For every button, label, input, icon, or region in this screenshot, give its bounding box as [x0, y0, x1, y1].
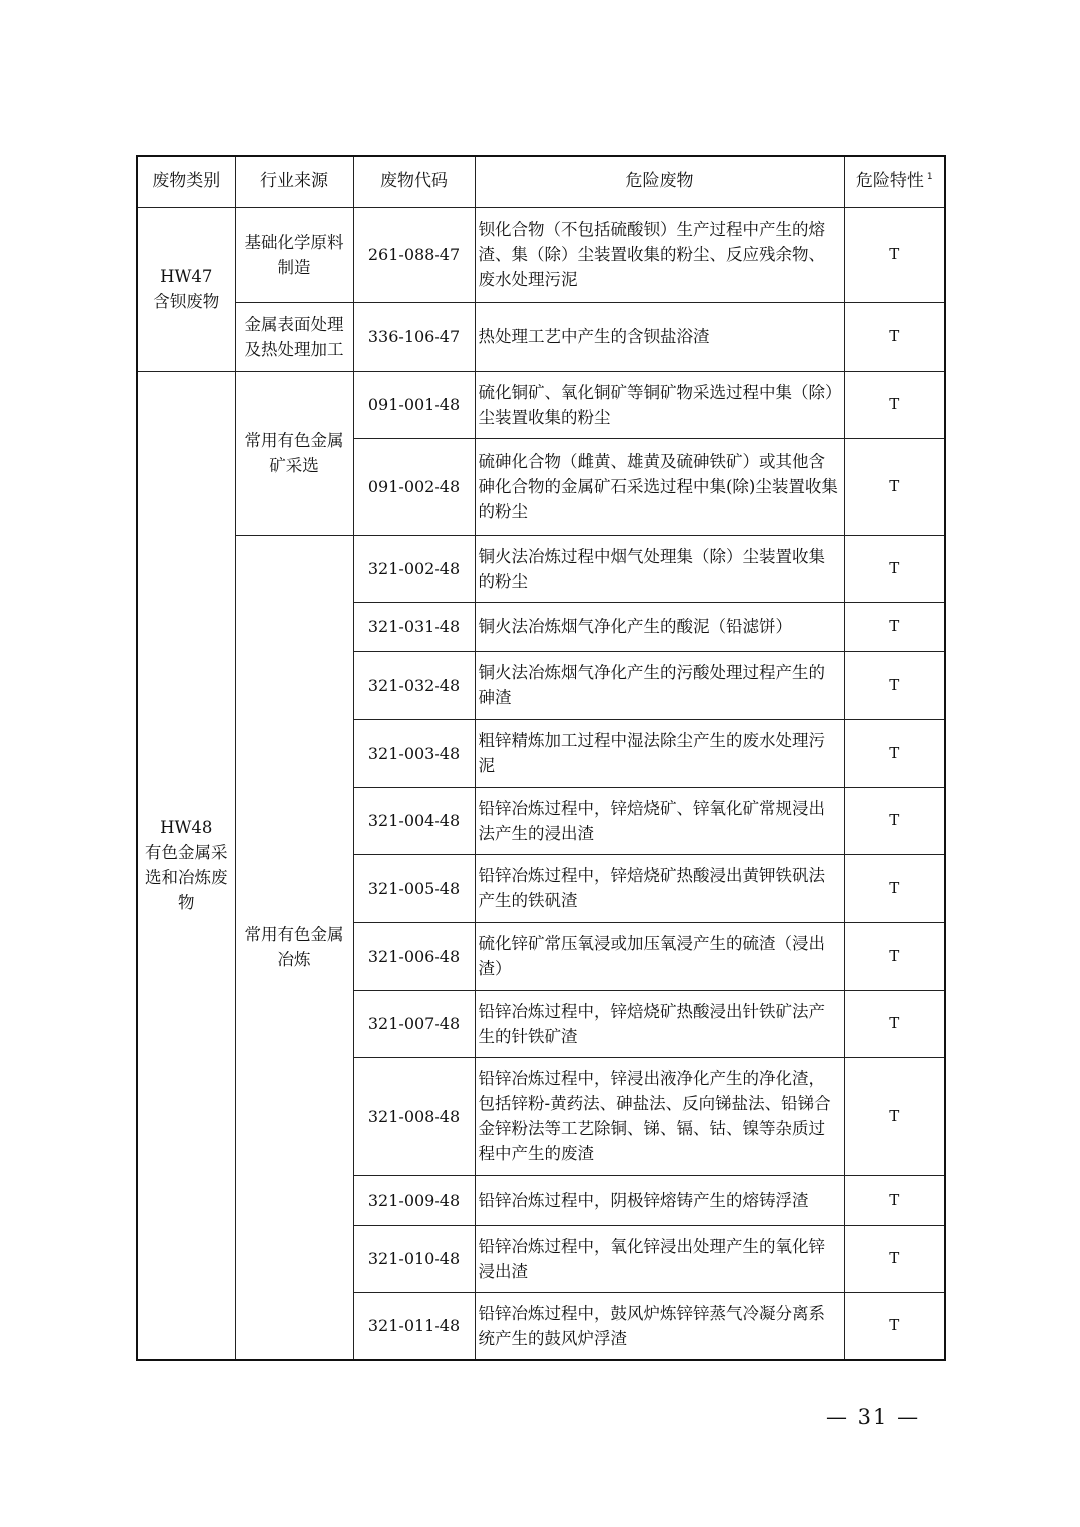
header-hazard-footnote: 1: [926, 172, 933, 183]
waste-description: 硫化锌矿常压氧浸或加压氧浸产生的硫渣（浸出渣）: [475, 922, 844, 990]
hazard-characteristic: T: [844, 302, 945, 371]
category-code: HW47: [160, 267, 213, 286]
waste-description: 铅锌冶炼过程中，鼓风炉炼锌锌蒸气冷凝分离系统产生的鼓风炉浮渣: [475, 1292, 844, 1360]
waste-description: 铜火法冶炼烟气净化产生的污酸处理过程产生的砷渣: [475, 651, 844, 719]
table-row: [137, 302, 945, 371]
source-cell: 基础化学原料制造: [235, 207, 353, 302]
waste-code: 321-008-48: [353, 1057, 475, 1175]
waste-code: 321-032-48: [353, 651, 475, 719]
category-code: HW48: [160, 818, 213, 838]
waste-code: 321-002-48: [353, 535, 475, 602]
waste-code: 261-088-47: [353, 207, 475, 302]
header-source: 行业来源: [235, 156, 353, 207]
source-cell: 金属表面处理及热处理加工: [235, 302, 353, 371]
source-cell: 常用有色金属冶炼: [235, 535, 353, 1360]
waste-code: 321-011-48: [353, 1292, 475, 1360]
source-cell: 常用有色金属矿采选: [235, 371, 353, 535]
table-row: [137, 535, 945, 602]
waste-description: 铅锌冶炼过程中，阴极锌熔铸产生的熔铸浮渣: [475, 1175, 844, 1225]
waste-description: 钡化合物（不包括硫酸钡）生产过程中产生的熔渣、集（除）尘装置收集的粉尘、反应残余物、废水处理污泥: [475, 207, 844, 302]
waste-code: 321-031-48: [353, 602, 475, 651]
hazard-characteristic: T: [844, 854, 945, 922]
waste-code: 091-001-48: [353, 371, 475, 438]
hazard-characteristic: T: [844, 719, 945, 787]
waste-description: 铜火法冶炼烟气净化产生的酸泥（铅滤饼）: [475, 602, 844, 651]
hazard-characteristic: T: [844, 922, 945, 990]
waste-code: 321-009-48: [353, 1175, 475, 1225]
header-waste: 危险废物: [475, 156, 844, 207]
waste-description: 铅锌冶炼过程中，锌焙烧矿热酸浸出针铁矿法产生的针铁矿渣: [475, 990, 844, 1057]
waste-description: 硫化铜矿、氧化铜矿等铜矿物采选过程中集（除）尘装置收集的粉尘: [475, 371, 844, 438]
hazard-characteristic: T: [844, 1057, 945, 1175]
waste-description: 铅锌冶炼过程中，氧化锌浸出处理产生的氧化锌浸出渣: [475, 1225, 844, 1292]
waste-description: 粗锌精炼加工过程中湿法除尘产生的废水处理污泥: [475, 719, 844, 787]
waste-code: 091-002-48: [353, 438, 475, 535]
waste-description: 热处理工艺中产生的含钡盐浴渣: [475, 302, 844, 371]
category-cell-hw48: [137, 371, 235, 1360]
waste-code: 321-010-48: [353, 1225, 475, 1292]
hazardous-waste-table: [136, 155, 946, 1361]
hazard-characteristic: T: [844, 651, 945, 719]
hazard-characteristic: T: [844, 1175, 945, 1225]
hazard-characteristic: T: [844, 787, 945, 854]
waste-description: 铅锌冶炼过程中，锌焙烧矿、锌氧化矿常规浸出法产生的浸出渣: [475, 787, 844, 854]
hazard-characteristic: T: [844, 438, 945, 535]
category-name: 有色金属采选和冶炼废物: [145, 843, 228, 913]
header-code: 废物代码: [353, 156, 475, 207]
waste-description: 铜火法冶炼过程中烟气处理集（除）尘装置收集的粉尘: [475, 535, 844, 602]
header-category: 废物类别: [137, 156, 235, 207]
waste-description: 硫砷化合物（雌黄、雄黄及硫砷铁矿）或其他含砷化合物的金属矿石采选过程中集(除)尘装置收集的粉尘: [475, 438, 844, 535]
table-row: [137, 371, 945, 438]
header-hazard-label: 危险特性: [855, 171, 924, 192]
hazard-characteristic: T: [844, 602, 945, 651]
hazard-characteristic: T: [844, 1225, 945, 1292]
header-hazard: [844, 156, 945, 207]
hazard-characteristic: T: [844, 371, 945, 438]
waste-description: 铅锌冶炼过程中，锌浸出液净化产生的净化渣，包括锌粉-黄药法、砷盐法、反向锑盐法、铅锑合金锌粉法等工艺除铜、锑、镉、钴、镍等杂质过程中产生的废渣: [475, 1057, 844, 1175]
category-cell-hw47: [137, 207, 235, 371]
hazard-characteristic: T: [844, 207, 945, 302]
waste-code: 336-106-47: [353, 302, 475, 371]
waste-code: 321-005-48: [353, 854, 475, 922]
waste-code: 321-007-48: [353, 990, 475, 1057]
category-name: 含钡废物: [153, 292, 220, 311]
hazard-characteristic: T: [844, 990, 945, 1057]
table-row: [137, 207, 945, 302]
waste-code: 321-006-48: [353, 922, 475, 990]
hazard-characteristic: T: [844, 535, 945, 602]
waste-code: 321-004-48: [353, 787, 475, 854]
waste-code: 321-003-48: [353, 719, 475, 787]
hazard-characteristic: T: [844, 1292, 945, 1360]
waste-description: 铅锌冶炼过程中，锌焙烧矿热酸浸出黄钾铁矾法产生的铁矾渣: [475, 854, 844, 922]
page-number: — 31 —: [826, 1405, 921, 1429]
table-header-row: [137, 156, 945, 207]
